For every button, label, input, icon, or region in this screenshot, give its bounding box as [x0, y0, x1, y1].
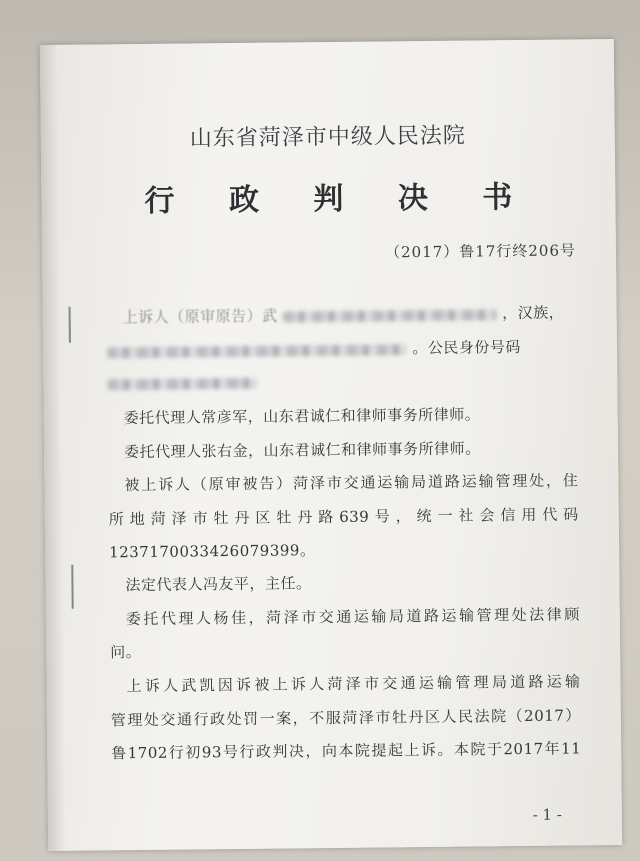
body-line: 1237170033426079399。	[109, 541, 316, 562]
page-number: - 1 -	[532, 805, 562, 824]
appellant-ethnicity: ，汉族，	[502, 303, 565, 323]
case-number: （2017）鲁17行终206号	[384, 241, 577, 262]
body-line: 鲁1702行初93号行政判决，向本院提起上诉。本院于2017年11	[111, 739, 582, 763]
margin-mark	[69, 307, 71, 343]
redacted-text	[283, 309, 497, 322]
redacted-id-number	[107, 377, 257, 390]
appellant-line-2	[107, 335, 577, 361]
body-line: 委托代理人常彦军，山东君诚仁和律师事务所律师。	[123, 405, 481, 428]
body-line: 所地菏泽市牡丹区牡丹路639号，统一社会信用代码	[108, 505, 579, 529]
body-line: 管理处交通行政处罚一案，不服菏泽市牡丹区人民法院（2017）	[110, 706, 581, 730]
margin-mark	[71, 565, 73, 609]
court-name: 山东省菏泽市中级人民法院	[189, 123, 466, 152]
body-line: 法定代表人冯友平，主任。	[125, 574, 312, 595]
body-line: 委托代理人张右金，山东君诚仁和律师事务所律师。	[123, 439, 481, 462]
body-line: 被上诉人（原审被告）菏泽市交通运输局道路运输管理处，住	[124, 471, 579, 495]
body-line: 上诉人武凯因诉被上诉人菏泽市交通运输管理局道路运输	[126, 672, 581, 696]
redacted-text	[107, 344, 407, 358]
body-line: 问。	[110, 642, 142, 662]
body-line: 委托代理人杨佳，菏泽市交通运输局道路运输管理处法律顾	[125, 605, 580, 629]
appellant-line-3	[107, 369, 577, 392]
appellant-line-1	[123, 301, 577, 327]
appellant-prefix: 上诉人（原审原告）武	[122, 306, 278, 327]
id-label: 。公民身份号码	[412, 338, 521, 358]
judgment-page	[40, 39, 622, 851]
document-title: 行 政 判 决 书	[144, 179, 535, 219]
